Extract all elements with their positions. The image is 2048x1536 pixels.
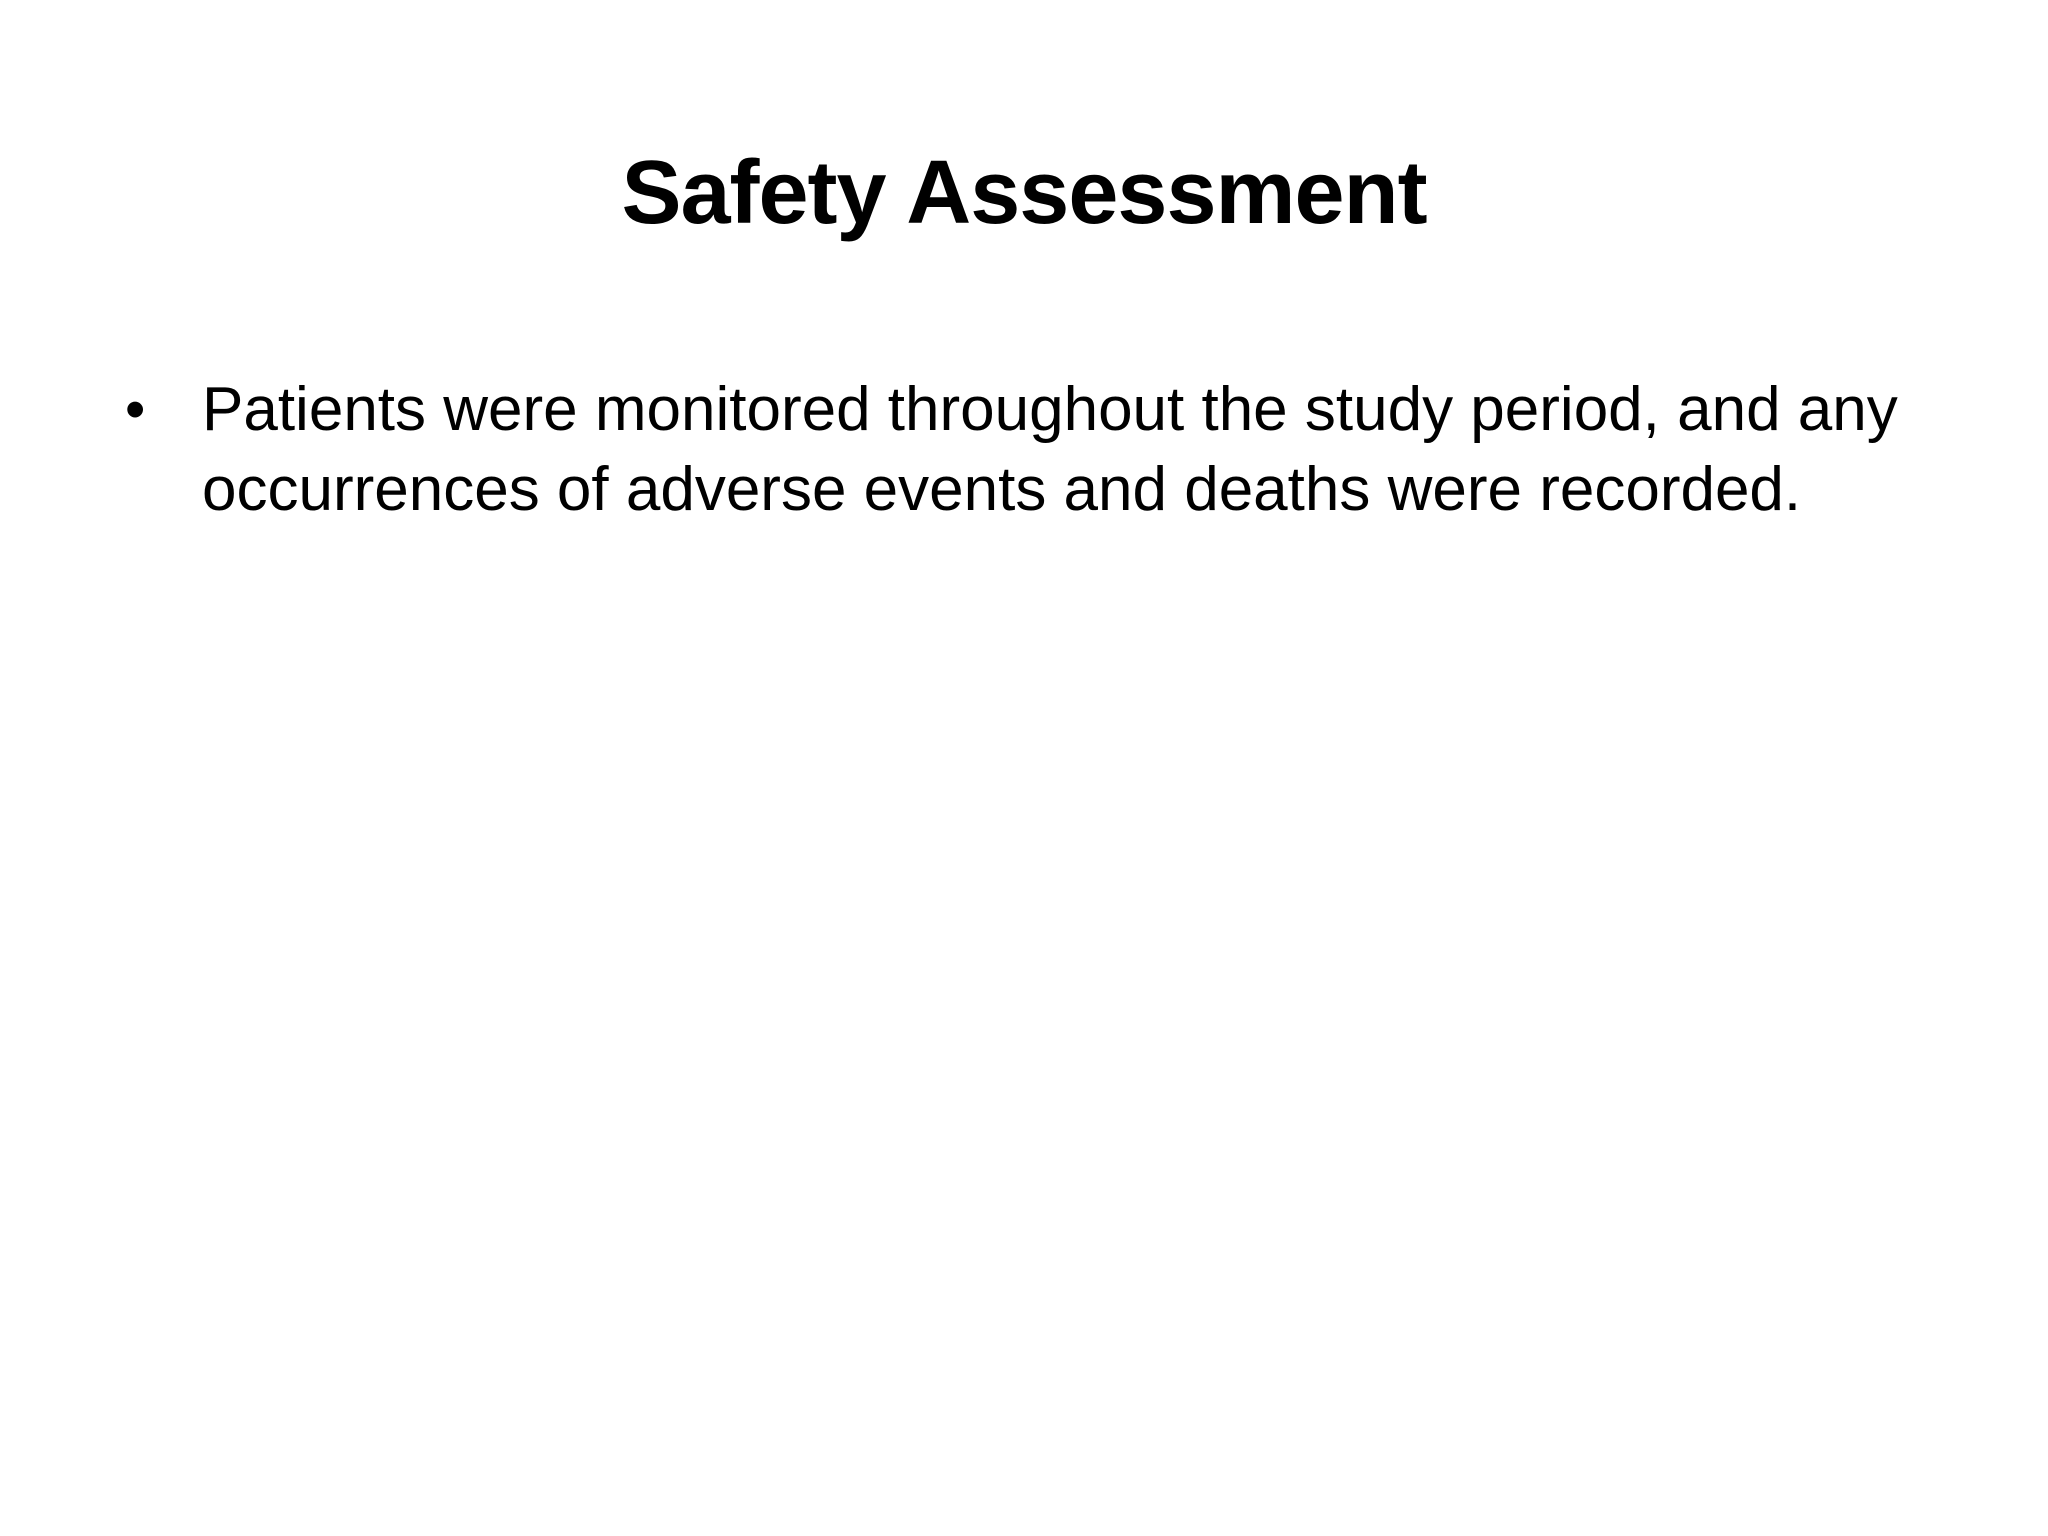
bullet-marker: •	[125, 377, 146, 442]
bullet-text: Patients were monitored throughout the study period, and any occurrences of adverse events and deaths were recorded.	[202, 375, 1898, 524]
bullet-list	[110, 370, 1970, 530]
bullet-item	[110, 370, 1970, 530]
slide-title: Safety Assessment	[621, 143, 1427, 243]
